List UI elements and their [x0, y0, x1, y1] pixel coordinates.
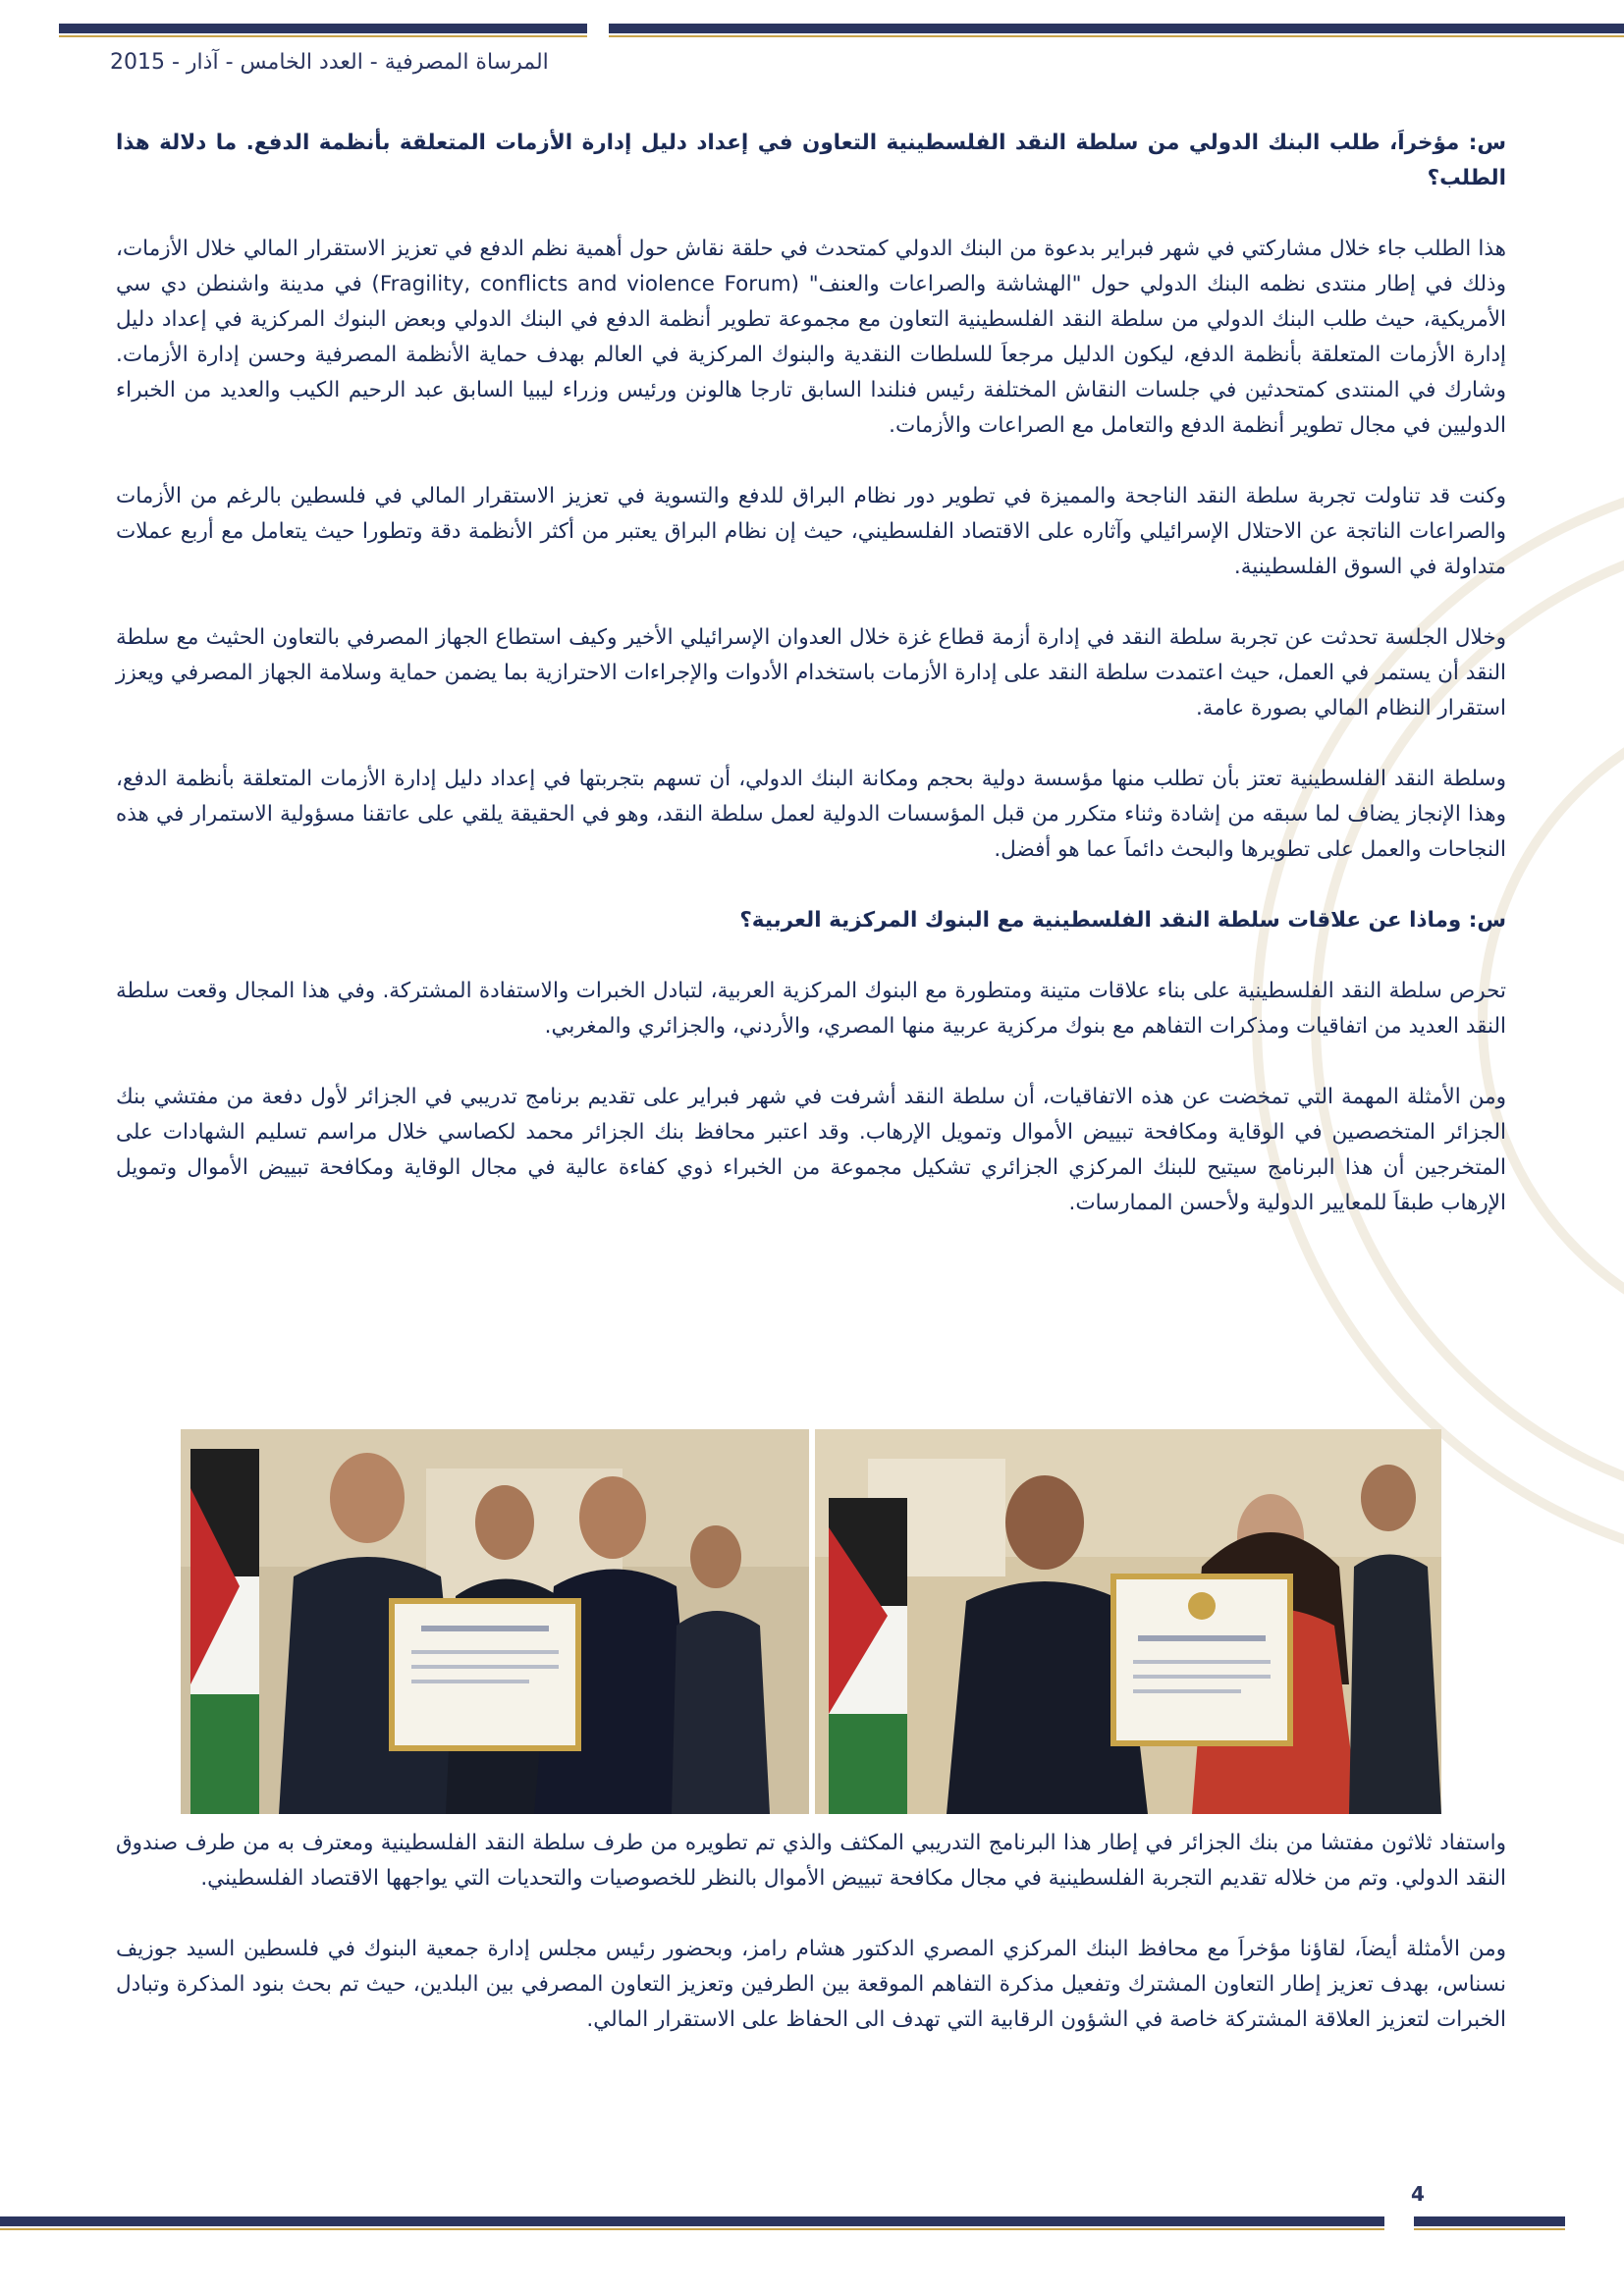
- question-heading: س: وماذا عن علاقات سلطة النقد الفلسطينية مع البنوك المركزية العربية؟: [739, 908, 1506, 933]
- footer-rule-left: [0, 2216, 1384, 2226]
- paragraph: واستفاد ثلاثون مفتشا من بنك الجزائر في إطار هذا البرنامج التدريبي المكثف والذي تم تطويره من طرف سلطة النقد الفلسطينية ومعترف به من طرف صندوق النقد الدولي. وتم من خلاله تقديم التجربة الفلسطينية في مجال مكافحة تبييض الأموال بالنظر للخصوصيات والتحديات التي يواجهها الاقتصاد الفلسطيني.: [116, 1831, 1506, 1891]
- footer-rule-right: [1414, 2216, 1565, 2226]
- publication-title: المرساة المصرفية - العدد الخامس - آذار - 2015: [110, 50, 549, 75]
- article-body: [116, 126, 1506, 1256]
- question-heading: س: مؤخراَ، طلب البنك الدولي من سلطة النقد الفلسطينية التعاون في إعداد دليل إدارة الأزمات المتعلقة بأنظمة الدفع. ما دلالة هذا الطلب؟: [116, 131, 1506, 190]
- page-number: 4: [1411, 2182, 1425, 2206]
- paragraph: وكنت قد تناولت تجربة سلطة النقد الناجحة والمميزة في تطوير دور نظام البراق للدفع والتسوية في تعزيز الاستقرار المالي في فلسطين بالرغم من الأزمات والصراعات الناتجة عن الاحتلال الإسرائيلي وآثاره على الاقتصاد الفلسطيني، حيث إن نظام البراق يعتبر من أكثر الأنظمة دقة وتطورا حيث يتعامل مع أربع عملات متداولة في السوق الفلسطينية.: [116, 484, 1506, 579]
- header-rule-left: [59, 24, 587, 33]
- ceremony-photo: [181, 1429, 1441, 1814]
- article-body-continued: [116, 1826, 1506, 2073]
- paragraph: ومن الأمثلة أيضاَ، لقاؤنا مؤخراَ مع محافظ البنك المركزي المصري الدكتور هشام رامز، وبحضور رئيس مجلس إدارة جمعية البنوك في فلسطين السيد جوزيف نسناس، بهدف تعزيز إطار التعاون المشترك وتفعيل مذكرة التفاهم الموقعة بين الطرفين وتعزيز التعاون المصرفي بين البلدين، حيث تم بحث بنود المذكرة وتبادل الخبرات لتعزيز العلاقة المشتركة خاصة في الشؤون الرقابية التي تهدف الى الحفاظ على الاستقرار المالي.: [116, 1937, 1506, 2032]
- header-gold-rule-right: [609, 35, 1624, 37]
- paragraph: تحرص سلطة النقد الفلسطينية على بناء علاقات متينة ومتطورة مع البنوك المركزية العربية، لتبادل الخبرات والاستفادة المشتركة. وفي هذا المجال وقعت سلطة النقد العديد من اتفاقيات ومذكرات التفاهم مع بنوك مركزية عربية منها المصري، والأردني، والجزائري والمغربي.: [116, 979, 1506, 1039]
- footer-gold-rule-right: [1414, 2228, 1565, 2230]
- paragraph: ومن الأمثلة المهمة التي تمخضت عن هذه الاتفاقيات، أن سلطة النقد أشرفت في شهر فبراير على تقديم برنامج تدريبي في الجزائر لأول دفعة من مفتشي بنك الجزائر المتخصصين في الوقاية ومكافحة تبييض الأموال وتمويل الإرهاب. وقد اعتبر محافظ بنك الجزائر محمد لكصاسي خلال مراسم تسليم الشهادات على المتخرجين أن هذا البرنامج سيتيح للبنك المركزي الجزائري تشكيل مجموعة من الخبراء ذوي كفاءة عالية في مجال الوقاية ومكافحة تبييض الأموال وتمويل الإرهاب طبقاَ للمعايير الدولية ولأحسن الممارسات.: [116, 1085, 1506, 1215]
- paragraph: هذا الطلب جاء خلال مشاركتي في شهر فبراير بدعوة من البنك الدولي كمتحدث في حلقة نقاش حول أهمية نظم الدفع في تعزيز الاستقرار المالي خلال الأزمات، وذلك في إطار منتدى نظمه البنك الدولي حول "الهشاشة والصراعات والعنف" (Fragility, conflicts and violence Forum) في مدينة واشنطن دي سي الأمريكية، حيث طلب البنك الدولي من سلطة النقد الفلسطينية التعاون مع مجموعة تطوير أنظمة الدفع في البنك الدولي وبعض البنوك المركزية في إعداد دليل إدارة الأزمات المتعلقة بأنظمة الدفع، ليكون الدليل مرجعاَ للسلطات النقدية والبنوك المركزية في العالم بهدف حماية الأنظمة المصرفية وحسن إدارة الأزمات. وشارك في المنتدى كمتحدثين في جلسات النقاش المختلفة رئيس فنلندا السابق تارجا هالونن ورئيس وزراء ليبيا السابق عبد الرحيم الكيب والعديد من الخبراء الدوليين في مجال تطوير أنظمة الدفع والتعامل مع الصراعات والأزمات.: [116, 237, 1506, 438]
- header-gold-rule-left: [59, 35, 587, 37]
- paragraph: وسلطة النقد الفلسطينية تعتز بأن تطلب منها مؤسسة دولية بحجم ومكانة البنك الدولي، أن تسهم بتجربتها في إعداد دليل إدارة الأزمات المتعلقة بأنظمة الدفع، وهذا الإنجاز يضاف لما سبقه من إشادة وثناء متكرر من قبل المؤسسات الدولية لعمل سلطة النقد، وهو في الحقيقة يلقي على عاتقنا مسؤولية الاستمرار في هذه النجاحات والعمل على تطويرها والبحث دائماَ عما هو أفضل.: [116, 767, 1506, 862]
- footer-gold-rule-left: [0, 2228, 1384, 2230]
- paragraph: وخلال الجلسة تحدثت عن تجربة سلطة النقد في إدارة أزمة قطاع غزة خلال العدوان الإسرائيلي الأخير وكيف استطاع الجهاز المصرفي بالتعاون الحثيث مع سلطة النقد أن يستمر في العمل، حيث اعتمدت سلطة النقد على إدارة الأزمات باستخدام الأدوات والإجراءات الاحترازية بما يضمن حماية وسلامة الجهاز المصرفي ويعزز استقرار النظام المالي بصورة عامة.: [116, 625, 1506, 721]
- header-rule-right: [609, 24, 1624, 33]
